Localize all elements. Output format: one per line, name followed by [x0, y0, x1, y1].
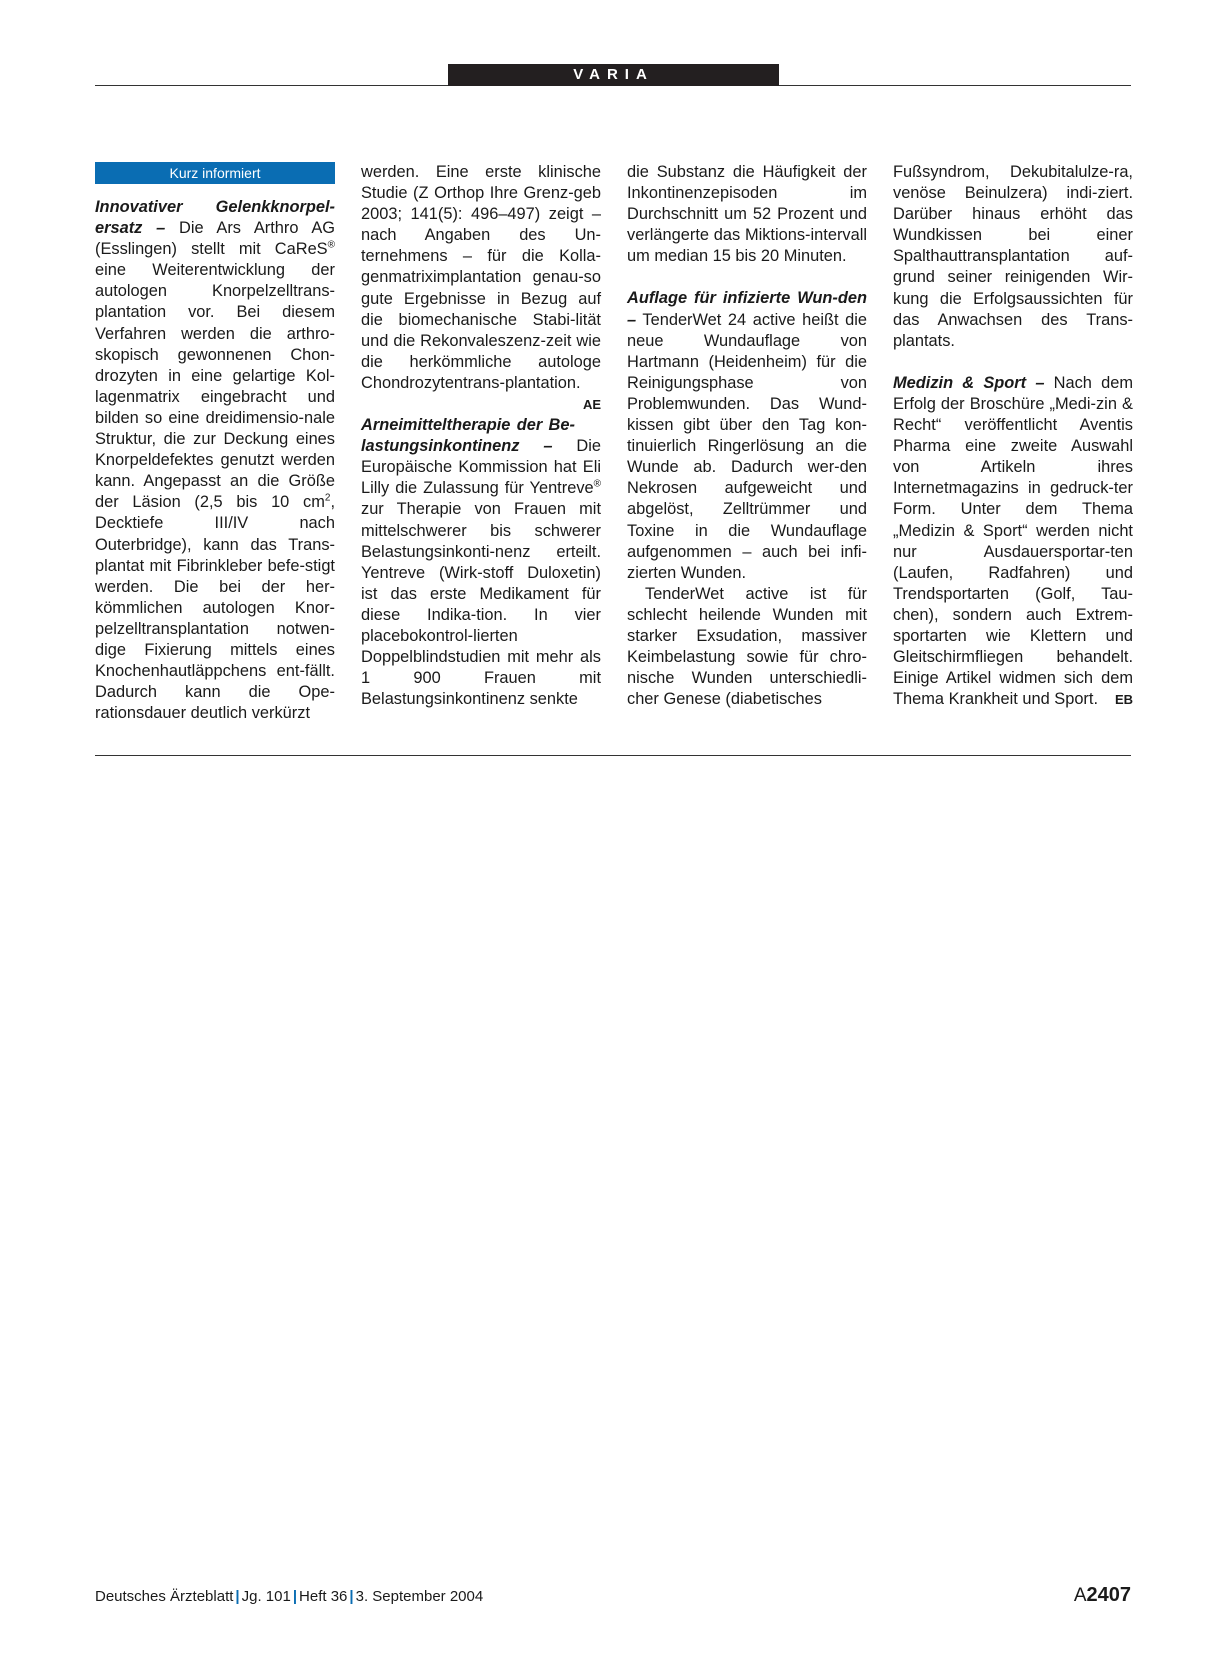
article-heading: Innovativer Gelenkknorpel-ersatz – [95, 198, 335, 238]
superscript-two: 2 [324, 492, 331, 504]
article-text: Die Europäische Kommission hat Eli Lilly die Zulassung für Yentreve [361, 437, 601, 498]
page-number [1074, 1584, 1131, 1607]
article-text: zur Therapie von Frauen mit mittelschwerer bis schwerer Belastungsinkonti-nenz erteilt. Yentreve (Wirk-stoff Duloxetin) ist das erste Medikament für diese Indika-tion. In vier placebokontrol-lierten Doppelblindstudien mit mehr als 1 900 Frauen mit Belastungsinkontinenz senkte [361, 500, 601, 709]
article-text: Die Ars Arthro AG (Esslingen) stellt mit CaReS [95, 219, 335, 259]
content-bottom-rule [95, 755, 1131, 756]
section-header: VARIA [448, 64, 779, 86]
column-2 [361, 162, 601, 710]
page-number-value: 2407 [1086, 1584, 1131, 1606]
journal-issue: Heft 36 [299, 1588, 348, 1605]
page-footer [95, 1586, 1131, 1610]
column-3 [627, 162, 867, 710]
article-text: die Substanz die Häufigkeit der Inkontinenzepisoden im Durchschnitt um 52 Prozent und verlängerte das Miktions-intervall um median 15 bis 20 Minuten. [627, 163, 867, 266]
article-heading: Auflage für infizierte Wun-den – [627, 289, 867, 329]
article-text: TenderWet active ist für schlecht heilende Wunden mit starker Exsudation, massiver Keimbelastung sowie für chro-nische Wunden unterschiedli-cher Genese (diabetisches [627, 584, 867, 709]
column-1 [95, 162, 335, 724]
article-continuation [893, 162, 1133, 352]
journal-date: 3. September 2004 [355, 1588, 484, 1605]
article-heading: Arneimitteltherapie der Be-lastungsinkontinenz – [361, 416, 575, 456]
article-gelenkknorpel [95, 197, 335, 724]
article-paragraph [627, 584, 867, 711]
article-text: Fußsyndrom, Dekubitalulze-ra, venöse Beinulzera) indi-ziert. Darüber hinaus erhöht das Wundkissen bei einer Spalthauttransplantation auf-grund seiner reinigenden Wir-kung die Erfolgsaussichten für das Anwachsen des Trans-plantats. [893, 163, 1133, 350]
article-continuation [627, 162, 867, 267]
article-text: TenderWet 24 active heißt die neue Wundauflage von Hartmann (Heidenheim) für die Reinigungsphase von Problemwunden. Das Wund-kissen gibt über den Tag kon-tinuierlich Ringerlösung an die Wunde ab. Dadurch wer-den Nekrosen aufgeweicht und abgelöst, Zelltrümmer und Toxine in die Wundauflage aufgenommen – auch bei infi-zierten Wunden. [627, 310, 867, 582]
article-text: werden. Eine erste klinische Studie (Z Orthop Ihre Grenz-geb 2003; 141(5): 496–497) zeigt – nach Angaben des Un-ternehmens – für die Kolla-genmatriximplantation genau-so gute Ergebnisse in Bezug auf die biomechanische Stabi-lität und die Rekonvaleszenz-zeit wie die herkömmliche autologe Chondrozytentrans-plantation. [361, 163, 601, 392]
journal-volume: Jg. 101 [241, 1588, 291, 1605]
article-text: Nach dem Erfolg der Broschüre „Medi-zin & Recht“ veröffentlicht Aventis Pharma eine zweite Auswahl von Artikeln ihres Internetmagazins in gedruck-ter Form. Unter dem Thema „Medizin & Sport“ werden nicht nur Ausdauersportar-ten (Laufen, Radfahren) und Trendsportarten (Golf, Tau-chen), sondern auch Extrem-sportarten wie Klettern und Gleitschirmfliegen behandelt. Einige Artikel widmen sich dem Thema Krankheit und Sport. [893, 373, 1133, 709]
article-text: , Decktiefe III/IV nach Outerbridge), kann das Trans-plantat mit Fibrinkleber befe-stigt werden. Die bei der her-kömmlichen autologen Knor-pelzelltransplantation notwen-dige Fixierung mittels eines Knochenhautläppchens ent-fällt. Dadurch kann die Ope-rationsdauer deutlich verkürzt [95, 493, 335, 723]
kurz-informiert-label: Kurz informiert [95, 162, 335, 184]
article-medizin-sport [893, 373, 1133, 711]
article-continuation [361, 162, 601, 413]
author-signature: AE [582, 397, 601, 413]
column-4 [893, 162, 1133, 710]
footer-citation [95, 1588, 483, 1605]
article-text: eine Weiterentwicklung der autologen Knorpelzelltrans-plantation vor. Bei diesem Verfahren werden die arthro-skopisch gewonnenen Chon-drozyten in eine gelartige Kol-lagenmatrix eingebracht und bilden so eine dreidimensio-nale Struktur, die zur Deckung eines Knorpeldefektes genutzt werden kann. Angepasst an die Größe der Läsion (2,5 bis 10 cm [95, 261, 335, 512]
registered-mark: ® [593, 478, 601, 490]
page-prefix: A [1073, 1585, 1087, 1606]
footer-separator: | [292, 1588, 298, 1605]
footer-separator: | [235, 1588, 240, 1605]
footer-separator: | [349, 1588, 354, 1605]
journal-name: Deutsches Ärzteblatt [95, 1588, 234, 1605]
author-signature: EB [1114, 692, 1133, 708]
article-wundauflage [627, 288, 867, 583]
article-belastungsinkontinenz [361, 415, 601, 710]
article-heading: Medizin & Sport – [893, 373, 1045, 392]
registered-mark: ® [327, 239, 335, 251]
